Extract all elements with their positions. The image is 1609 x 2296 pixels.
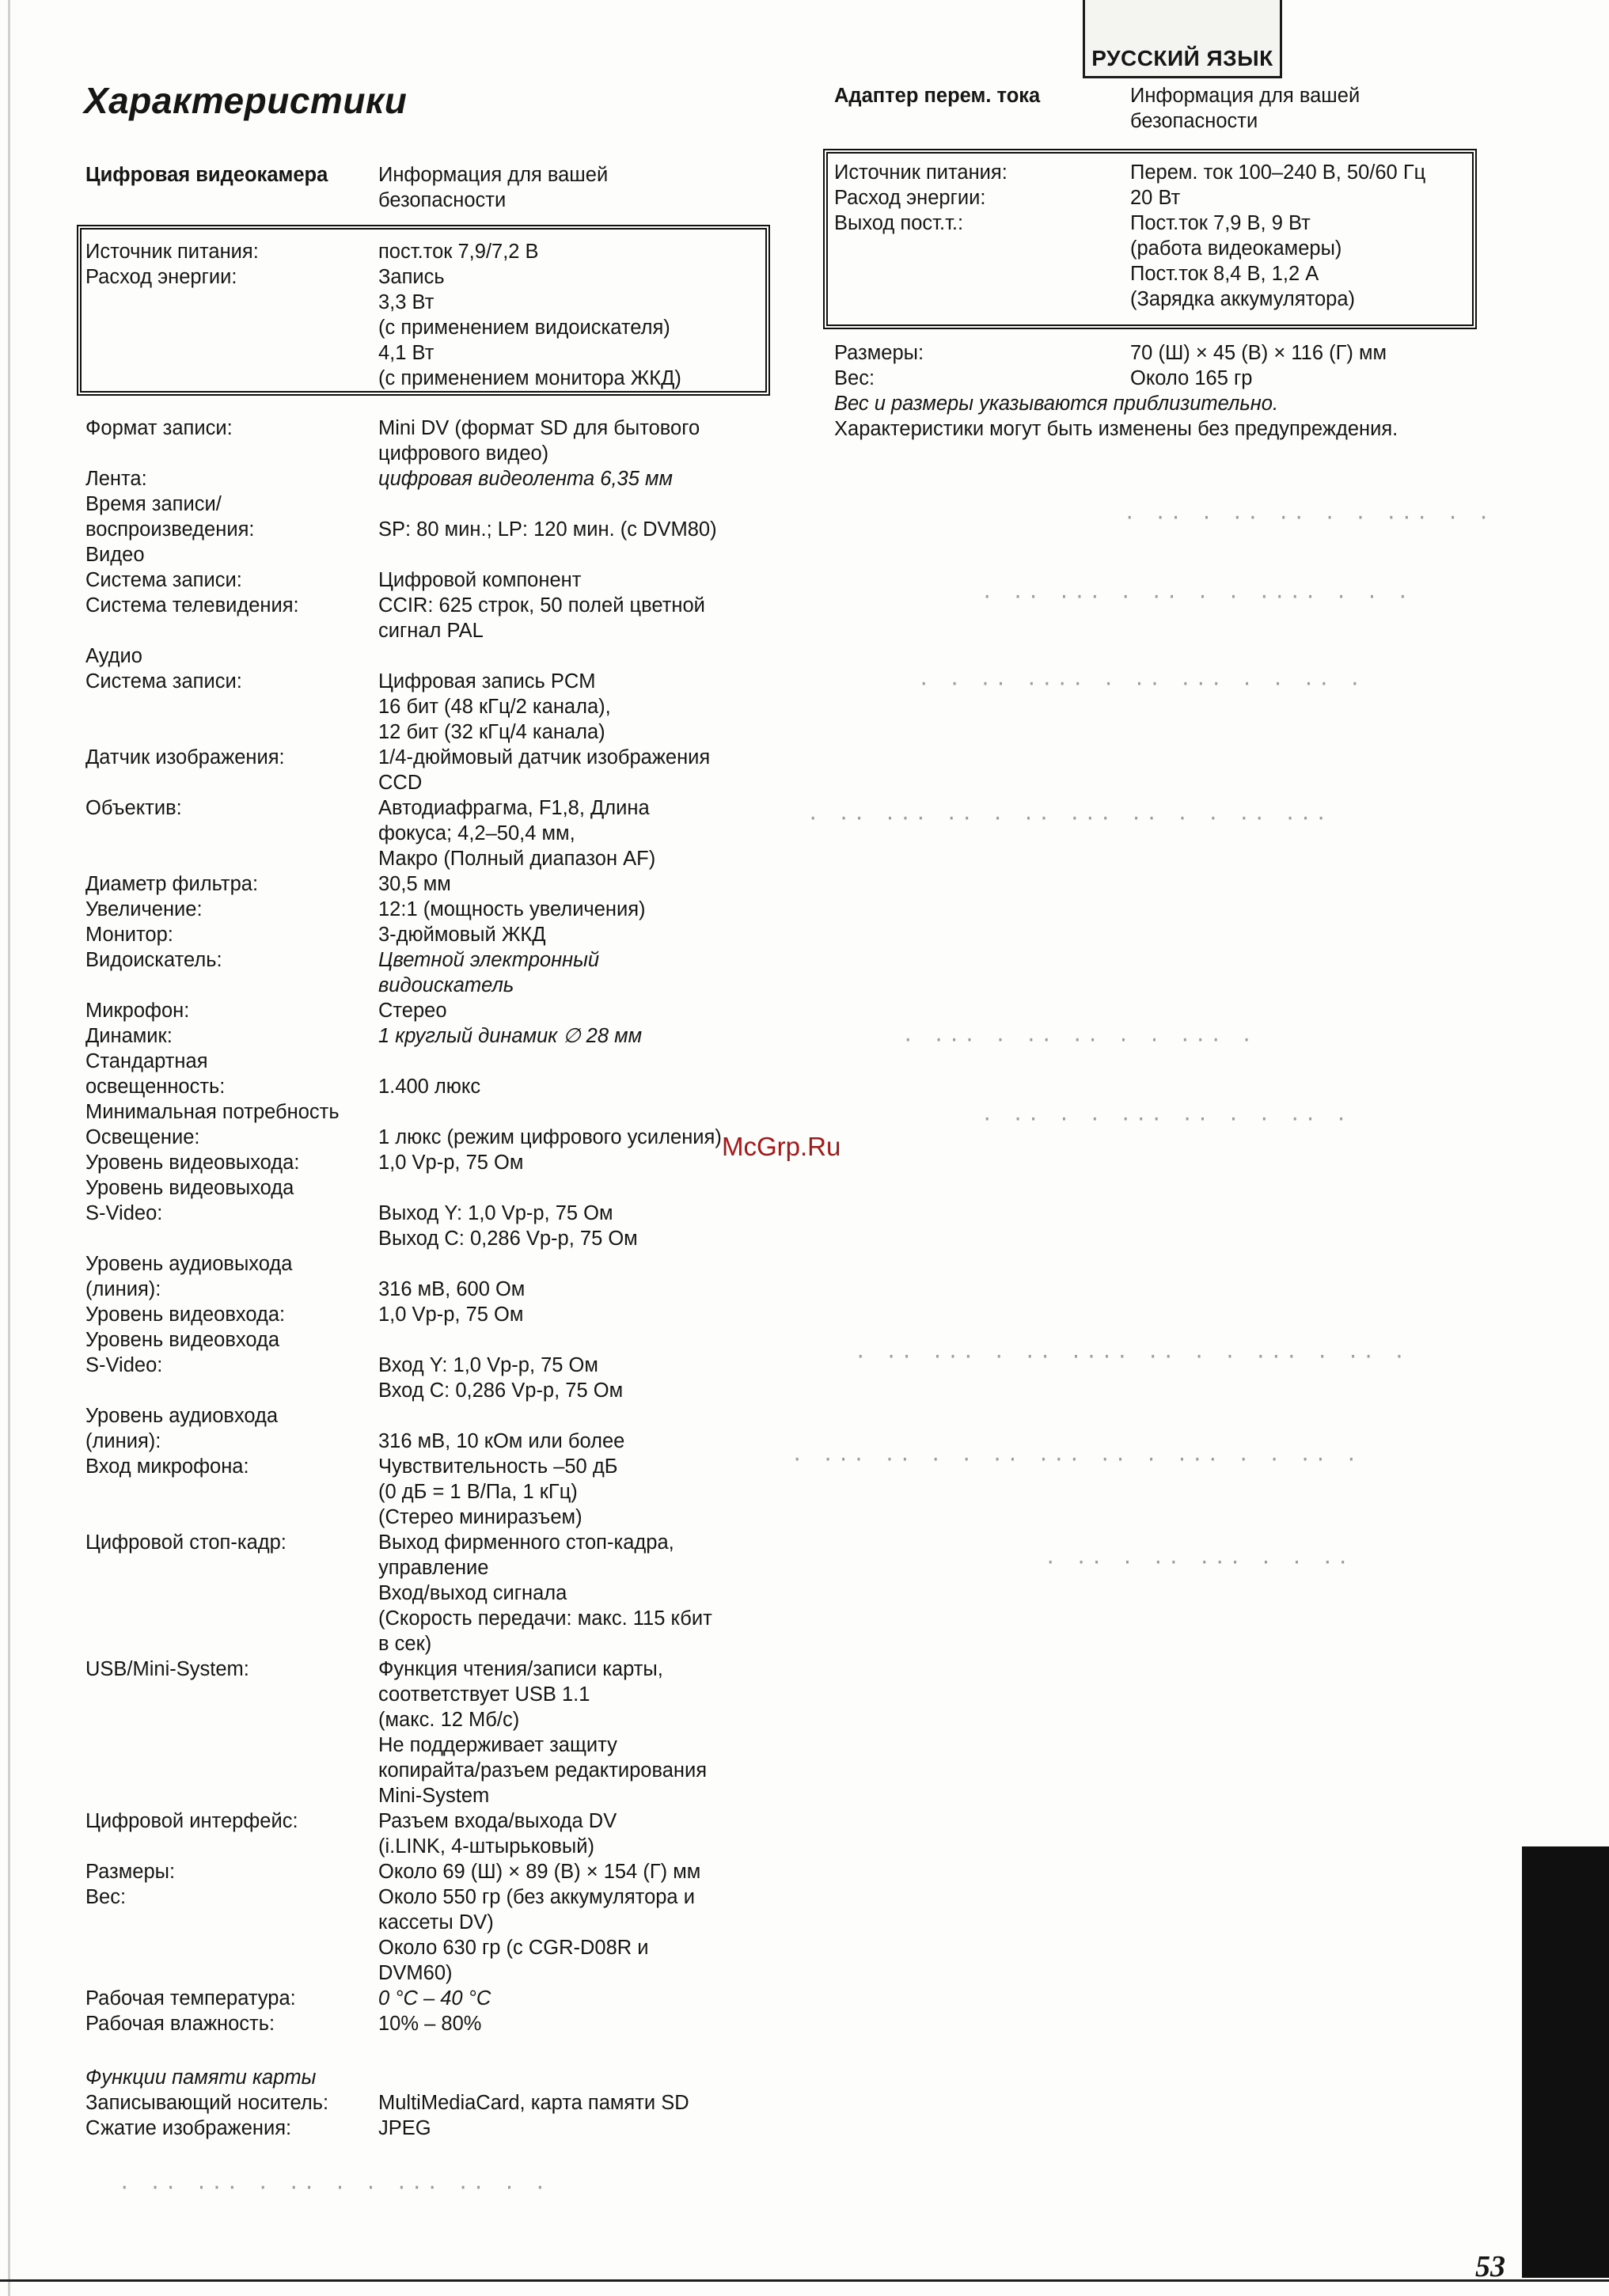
spec-value-line: SP: 80 мин.; LP: 120 мин. (с DVM80) (378, 518, 717, 541)
spec-row (85, 922, 546, 947)
spec-label-line: Рабочая температура: (85, 1987, 296, 2009)
spec-value-line: (работа видеокамеры) (1130, 237, 1342, 260)
spec-value (378, 1302, 523, 1327)
spec-label (85, 416, 378, 441)
spec-label (85, 1302, 378, 1327)
safety-note-text-line: безопасности (1130, 110, 1258, 132)
footnote (834, 391, 1398, 442)
spec-value-line: 12 бит (32 кГц/4 канала) (378, 721, 605, 743)
spec-label (85, 922, 378, 947)
spec-label (85, 593, 378, 618)
spec-value-line: (Стерео миниразъем) (378, 1506, 583, 1528)
spec-row (85, 2011, 481, 2036)
spec-value-line: MultiMediaCard, карта памяти SD (378, 2092, 689, 2114)
spec-value-line: 1,0 Vp-p, 75 Ом (378, 1304, 524, 1326)
spec-row (85, 567, 581, 593)
spec-value-line (378, 1099, 722, 1125)
spec-value-line: пост.ток 7,9/7,2 В (378, 241, 539, 263)
spec-label-line: Уровень видеовхода: (85, 1304, 286, 1326)
spec-label-line: Размеры: (85, 1861, 176, 1883)
spec-value (378, 2090, 689, 2116)
spec-row (834, 340, 1387, 366)
spec-value-line: 1.400 люкс (378, 1076, 481, 1098)
boxed-spec-row (834, 211, 1355, 312)
spec-value (1130, 160, 1425, 185)
spec-label (85, 998, 378, 1023)
spec-value-line (378, 1049, 480, 1074)
spec-label-line: Система записи: (85, 670, 242, 693)
safety-note (378, 162, 608, 213)
spec-value (378, 871, 451, 897)
spec-value-line: (макс. 12 Мб/с) (378, 1709, 520, 1731)
scan-noise: · ··· · ·· ·· · · ··· · (902, 1029, 1257, 1051)
spec-value-line: кассеты DV) (378, 1911, 494, 1934)
spec-value-line: Пост.ток 7,9 В, 9 Вт (1130, 212, 1311, 234)
safety-note-text-line: Информация для вашей (378, 164, 609, 186)
page-bottom-border (0, 2279, 1609, 2282)
spec-value (378, 922, 546, 947)
spec-row (85, 669, 611, 745)
spec-value-line: Около 550 гр (без аккумулятора и (378, 1886, 695, 1908)
spec-label-line: Уровень аудиовыхода (85, 1253, 293, 1275)
spec-value-line: 12:1 (мощность увеличения) (378, 898, 646, 920)
spec-label-line: Динамик: (85, 1025, 173, 1047)
spec-label (85, 947, 378, 973)
spec-label (85, 1403, 378, 1454)
spec-label (85, 1023, 378, 1049)
spec-label-line: воспроизведения: (85, 518, 255, 541)
spec-label-line: Увеличение: (85, 898, 203, 920)
spec-value-line: Функция чтения/записи карты, (378, 1658, 663, 1680)
spec-label (85, 1454, 378, 1479)
spec-row (85, 998, 447, 1023)
spec-value (378, 416, 700, 466)
spec-value-line: соответствует USB 1.1 (378, 1683, 590, 1706)
spec-value-line: (с применением видоискателя) (378, 317, 670, 339)
spec-value-line: 4,1 Вт (378, 342, 435, 364)
spec-value-line: управление (378, 1557, 489, 1579)
spec-value (378, 643, 384, 669)
spec-value (378, 2011, 481, 2036)
spec-value-line: Запись (378, 266, 445, 288)
spec-value-line: Mini-System (378, 1785, 490, 1807)
spec-row (85, 1808, 617, 1859)
spec-label (85, 1099, 378, 1150)
spec-value (378, 542, 384, 567)
spec-value (378, 567, 581, 593)
language-badge (1083, 0, 1282, 78)
spec-label-line: Стандартная (85, 1050, 208, 1072)
scan-noise: · ·· ··· · ·· · · ··· ·· · · (119, 2176, 550, 2199)
scan-noise: · ·· ··· ·· · ·· ··· ·· · · ·· ··· (807, 807, 1331, 829)
spec-row (85, 897, 646, 922)
spec-value-line: 316 мВ, 10 кОм или более (378, 1430, 625, 1452)
spec-label-line: Вход микрофона: (85, 1455, 249, 1478)
spec-row (85, 795, 655, 871)
spec-value (378, 1099, 722, 1150)
spec-value-line: 1/4-дюймовый датчик изображения (378, 746, 711, 768)
spec-value-line: 30,5 мм (378, 873, 451, 895)
spec-value (378, 466, 673, 491)
spec-label (85, 1530, 378, 1555)
spec-label-line: Вес: (834, 367, 875, 389)
spec-value (1130, 340, 1387, 366)
spec-value (378, 1327, 623, 1403)
spec-row (85, 1302, 523, 1327)
spec-label (85, 2090, 378, 2116)
spec-row (85, 1150, 523, 1175)
spec-label (834, 160, 1130, 185)
spec-value-line: Цифровая запись PCM (378, 670, 596, 693)
spec-label-line: Формат записи: (85, 417, 233, 439)
spec-value-line: копирайта/разъем редактирования (378, 1759, 708, 1782)
spec-value (378, 593, 705, 643)
spec-label-line: Уровень видеовыхода (85, 1177, 294, 1199)
spec-value (378, 897, 646, 922)
spec-value (378, 1657, 707, 1808)
spec-label (85, 669, 378, 694)
spec-label (85, 1327, 378, 1378)
spec-label (834, 366, 1130, 391)
spec-value-line (378, 643, 384, 669)
spec-value-line: цифрового видео) (378, 442, 549, 465)
spec-value-line: фокуса; 4,2–50,4 мм, (378, 822, 575, 844)
spec-label (85, 542, 378, 567)
spec-label (85, 491, 378, 542)
spec-value-line (378, 1403, 624, 1429)
spec-label (85, 1986, 378, 2011)
spec-value-line: 3-дюймовый ЖКД (378, 924, 546, 946)
spec-value-line: DVM60) (378, 1962, 453, 1984)
spec-label-line: USB/Mini-System: (85, 1658, 249, 1680)
spec-row (85, 416, 700, 466)
spec-value-line: в сек) (378, 1633, 432, 1655)
spec-value-line (378, 1175, 638, 1201)
scan-noise: · ·· ··· · ·· ···· ·· · · ··· · ·· · (855, 1345, 1410, 1368)
spec-label-line: Объектив: (85, 797, 182, 819)
spec-value (378, 1808, 617, 1859)
spec-label (85, 643, 378, 669)
spec-row (85, 1403, 624, 1454)
language-badge-label: РУССКИЙ ЯЗЫК (1091, 46, 1273, 70)
spec-label (85, 1150, 378, 1175)
spec-label (85, 795, 378, 821)
spec-row (85, 542, 384, 567)
spec-value-line: Чувствительность –50 дБ (378, 1455, 618, 1478)
spec-row (834, 366, 1252, 391)
spec-label (85, 897, 378, 922)
spec-value (378, 491, 717, 542)
spec-value-line: Пост.ток 8,4 В, 1,2 А (1130, 263, 1319, 285)
spec-value (378, 1251, 525, 1302)
safety-note-text-line: безопасности (378, 189, 507, 211)
boxed-spec-row (85, 264, 681, 391)
spec-label-line: Сжатие изображения: (85, 2117, 292, 2139)
spec-value (378, 239, 539, 264)
spec-row (85, 1859, 700, 1884)
spec-label (85, 1657, 378, 1682)
spec-label (85, 1049, 378, 1099)
spec-value-line: CCD (378, 772, 423, 794)
spec-value (378, 669, 611, 745)
spec-label-line: Размеры: (834, 342, 924, 364)
scan-noise: · ··· ·· · · ·· ··· ·· · ··· · · ·· · (791, 1448, 1361, 1471)
spec-value-line: Около 69 (Ш) × 89 (В) × 154 (Г) мм (378, 1861, 701, 1883)
spec-value (378, 1884, 695, 1986)
spec-label-line: Уровень аудиовхода (85, 1405, 279, 1427)
spec-label-line: Уровень видеовхода (85, 1329, 280, 1351)
spec-value (378, 1859, 700, 1884)
spec-row (85, 466, 673, 491)
spec-label-line: Система телевидения: (85, 594, 299, 617)
spec-label (834, 340, 1130, 366)
spec-label-line: Выход пост.т.: (834, 212, 964, 234)
boxed-spec-row (834, 185, 1180, 211)
spec-label (85, 1859, 378, 1884)
spec-row (85, 1327, 623, 1403)
spec-value (378, 1175, 638, 1251)
spec-row (85, 643, 384, 669)
spec-value (378, 947, 599, 998)
spec-label (85, 264, 378, 290)
page-title: Характеристики (84, 80, 408, 121)
spec-label-line: Видео (85, 544, 145, 566)
spec-label (85, 2116, 378, 2141)
spec-value-line: Около 630 гр (с CGR-D08R и (378, 1937, 649, 1959)
spec-value-line: Вход C: 0,286 Vp-p, 75 Ом (378, 1379, 624, 1402)
spec-value-line: Автодиафрагма, F1,8, Длина (378, 797, 650, 819)
scan-noise: · ·· · ·· ··· · · ·· (1045, 1551, 1353, 1573)
spec-value-line: Вход Y: 1,0 Vp-p, 75 Ом (378, 1354, 598, 1376)
scan-noise: · ·· · ·· ·· · · ··· · · (1124, 507, 1493, 529)
memory-section-heading: Функции памяти карты (85, 2066, 317, 2089)
safety-note (1130, 83, 1360, 134)
spec-value-line: Цифровой компонент (378, 569, 582, 591)
spec-label-line: Цифровой интерфейс: (85, 1810, 298, 1832)
scan-noise: · ·· ··· · ·· · · ···· · · · (981, 586, 1413, 608)
spec-label (85, 871, 378, 897)
footnote-line: Вес и размеры указываются приблизительно. (834, 393, 1279, 415)
spec-label-line: Расход энергии: (834, 187, 986, 209)
safety-note-text-line: Информация для вашей (1130, 85, 1360, 107)
spec-label (85, 2011, 378, 2036)
scan-noise: · ·· · · ··· ·· · · ·· · (981, 1108, 1351, 1130)
spec-label-line: Аудио (85, 645, 142, 667)
spec-label-line: S-Video: (85, 1202, 163, 1224)
footnotes (834, 391, 1398, 442)
spec-value-line: JPEG (378, 2117, 431, 2139)
spec-label-line: Лента: (85, 468, 147, 490)
section-heading: Цифровая видеокамера (85, 164, 328, 186)
boxed-spec-row (85, 239, 539, 264)
spec-label-line: Освещение: (85, 1126, 200, 1148)
spec-label (834, 211, 1130, 236)
spec-value-line: (Скорость передачи: макс. 115 кбит (378, 1607, 712, 1630)
spec-value-line (378, 1251, 525, 1277)
spec-row (85, 1099, 722, 1150)
spec-value-line: Вход/выход сигнала (378, 1582, 567, 1604)
spec-value (378, 998, 447, 1023)
spec-label-line: Записывающий носитель: (85, 2092, 329, 2114)
spec-label (85, 466, 378, 491)
spec-label (85, 239, 378, 264)
spec-value (378, 1150, 523, 1175)
spec-row (85, 871, 451, 897)
spec-row (85, 1049, 480, 1099)
side-tab (1522, 1846, 1609, 2278)
spec-value (1130, 366, 1252, 391)
spec-value-line: Перем. ток 100–240 В, 50/60 Гц (1130, 161, 1426, 184)
spec-label-line: Видоискатель: (85, 949, 222, 971)
spec-value-line (378, 491, 717, 517)
spec-value (1130, 211, 1355, 312)
spec-value-line: 1 люкс (режим цифрового усиления) (378, 1126, 722, 1148)
spec-value-line: Выход фирменного стоп-кадра, (378, 1531, 674, 1554)
spec-row (85, 1884, 695, 1986)
spec-label-line: Вес: (85, 1886, 127, 1908)
spec-value-line: 10% – 80% (378, 2013, 482, 2035)
spec-value-line: (Зарядка аккумулятора) (1130, 288, 1356, 310)
spec-label (85, 1884, 378, 1910)
spec-value (378, 1454, 617, 1530)
spec-label-line: Уровень видеовыхода: (85, 1152, 300, 1174)
scan-noise: · · ·· ···· · ·· ··· · · ·· · (918, 673, 1365, 695)
spec-value-line: 0 °C – 40 °C (378, 1987, 491, 2009)
spec-value-line: Стерео (378, 1000, 447, 1022)
spec-row (85, 1657, 707, 1808)
spec-value (378, 745, 710, 795)
spec-label-line: Минимальная потребность (85, 1101, 340, 1123)
spec-label-line: Микрофон: (85, 1000, 190, 1022)
spec-value (378, 1023, 642, 1049)
spec-value-line: Выход Y: 1,0 Vp-p, 75 Ом (378, 1202, 613, 1224)
spec-label-line: Цифровой стоп-кадр: (85, 1531, 287, 1554)
spec-value (1130, 185, 1180, 211)
spec-value (378, 2116, 431, 2141)
spec-label (85, 567, 378, 593)
spec-label-line: Источник питания: (85, 241, 259, 263)
spec-label (85, 745, 378, 770)
spec-label-line: Система записи: (85, 569, 242, 591)
spec-label-line: Время записи/ (85, 493, 222, 515)
spec-value-line: 1,0 Vp-p, 75 Ом (378, 1152, 524, 1174)
spec-label-line: освещенность: (85, 1076, 226, 1098)
memory-spec-row (85, 2116, 431, 2141)
page-number: 53 (1475, 2250, 1505, 2283)
spec-row (85, 593, 705, 643)
spec-value-line: Макро (Полный диапазон AF) (378, 848, 656, 870)
spec-value-line: Цветной электронный (378, 949, 600, 971)
spec-label-line: S-Video: (85, 1354, 163, 1376)
spec-row (85, 745, 710, 795)
spec-row (85, 947, 599, 998)
spec-value-line: CCIR: 625 строк, 50 полей цветной (378, 594, 705, 617)
spec-value-line: 1 круглый динамик ∅ 28 мм (378, 1025, 643, 1047)
spec-value (378, 1986, 491, 2011)
spec-row (85, 1023, 642, 1049)
safety-note-text (378, 162, 608, 213)
spec-value-line: Около 165 гр (1130, 367, 1253, 389)
spec-label-line: Источник питания: (834, 161, 1008, 184)
spec-label-line: Монитор: (85, 924, 173, 946)
spec-label (85, 1251, 378, 1302)
spec-row (85, 491, 717, 542)
spec-value-line: 3,3 Вт (378, 291, 435, 313)
spec-label (85, 1808, 378, 1834)
spec-row (85, 1175, 638, 1251)
spec-row (85, 1251, 525, 1302)
spec-value-line: Mini DV (формат SD для бытового (378, 417, 700, 439)
spec-value-line: 70 (Ш) × 45 (В) × 116 (Г) мм (1130, 342, 1387, 364)
spec-value-line: цифровая видеолента 6,35 мм (378, 468, 673, 490)
spec-label-line: Датчик изображения: (85, 746, 285, 768)
spec-value-line: сигнал PAL (378, 620, 484, 642)
spec-value (378, 795, 655, 871)
memory-spec-row (85, 2090, 689, 2116)
spec-value (378, 264, 681, 391)
spec-row (85, 1530, 712, 1657)
spec-label-line: Расход энергии: (85, 266, 237, 288)
spec-label-line: (линия): (85, 1278, 161, 1300)
footnote-line: Характеристики могут быть изменены без предупреждения. (834, 418, 1398, 440)
page-edge (8, 0, 10, 2296)
spec-value (378, 1530, 712, 1657)
spec-value-line: видоискатель (378, 974, 514, 996)
spec-value (378, 1049, 480, 1099)
spec-row (85, 1986, 491, 2011)
boxed-spec-row (834, 160, 1425, 185)
spec-value-line: Выход C: 0,286 Vp-p, 75 Ом (378, 1228, 638, 1250)
spec-label (834, 185, 1130, 211)
spec-value-line: (с применением монитора ЖКД) (378, 367, 681, 389)
spec-label-line: Диаметр фильтра: (85, 873, 259, 895)
spec-value-line (378, 1327, 623, 1353)
spec-value-line: (0 дБ = 1 В/Па, 1 кГц) (378, 1481, 578, 1503)
safety-note-text (1130, 83, 1360, 134)
spec-label (85, 1175, 378, 1226)
spec-label-line: Рабочая влажность: (85, 2013, 275, 2035)
section-heading: Адаптер перем. тока (834, 85, 1041, 107)
spec-value-line (378, 542, 384, 567)
spec-label-line: (линия): (85, 1430, 161, 1452)
spec-value-line: Разъем входа/выхода DV (378, 1810, 617, 1832)
spec-value-line: (i.LINK, 4-штырьковый) (378, 1835, 594, 1858)
spec-value-line: 16 бит (48 кГц/2 канала), (378, 696, 611, 718)
watermark: McGrp.Ru (722, 1132, 841, 1161)
spec-value-line: 20 Вт (1130, 187, 1181, 209)
spec-value-line: Не поддерживает защиту (378, 1734, 617, 1756)
spec-value-line: 316 мВ, 600 Ом (378, 1278, 526, 1300)
spec-row (85, 1454, 617, 1530)
spec-value (378, 1403, 624, 1454)
